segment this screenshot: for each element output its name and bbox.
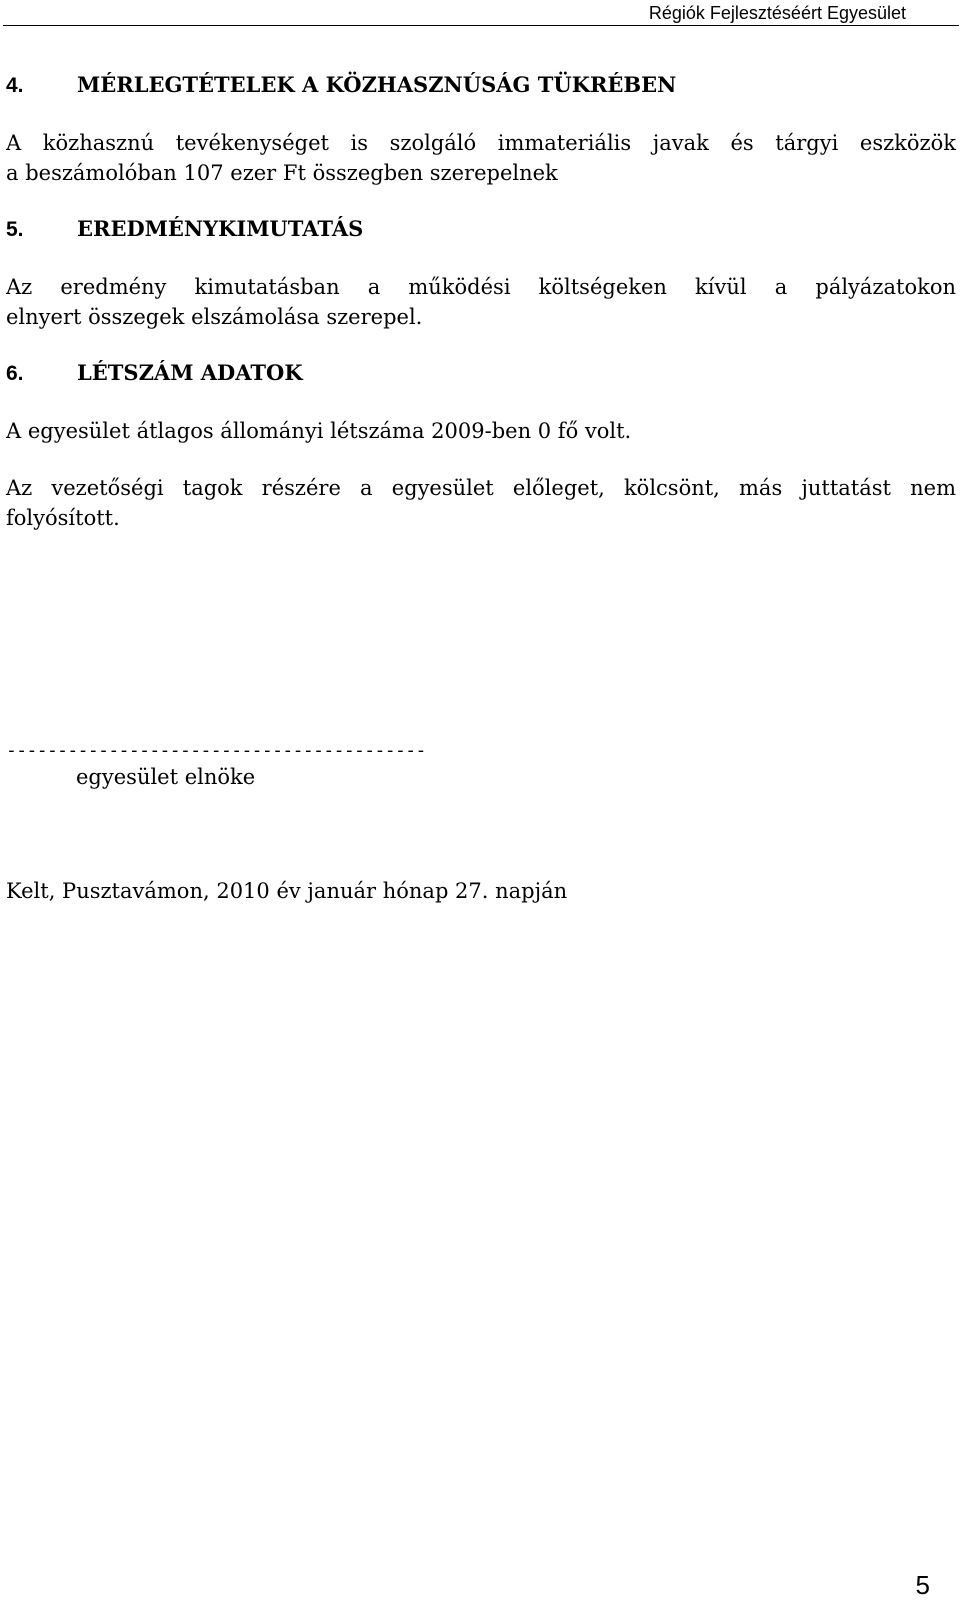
section-5-title: EREDMÉNYKIMUTATÁS [77,216,364,241]
section-4-heading [6,72,676,99]
section-5-heading [6,216,363,243]
signature-line: ----------------------------------------- [6,740,426,761]
section-4-title: MÉRLEGTÉTELEK A KÖZHASZNÚSÁG TÜKRÉBEN [77,72,677,97]
section-5-paragraph-line-2: elnyert összegek elszámolása szerepel. [6,305,423,329]
section-5-number: 5. [6,218,24,241]
section-6-number: 6. [6,362,24,385]
section-4-paragraph-line-1: A közhasznú tevékenységet is szolgáló immateriális javak és tárgyi eszközök [6,131,956,155]
header-organization: Régiók Fejlesztéséért Egyesület [648,3,906,23]
place-date: Kelt, Pusztavámon, 2010 év január hónap 27. napján [6,879,568,903]
section-4-paragraph [6,128,956,188]
signature-label: egyesület elnöke [76,765,256,789]
page-number: 5 [915,1570,930,1600]
section-5-paragraph [6,272,956,332]
section-5-paragraph-line-1: Az eredmény kimutatásban a működési költségeken kívül a pályázatokon [6,275,956,299]
section-4-number: 4. [6,74,24,97]
section-6-paragraph-2-line-2: folyósított. [6,506,120,530]
section-6-paragraph-2 [6,473,956,533]
section-4-paragraph-line-2: a beszámolóban 107 ezer Ft összegben szerepelnek [6,161,558,185]
section-6-paragraph-2-line-1: Az vezetőségi tagok részére a egyesület előleget, kölcsönt, más juttatást nem [6,476,956,500]
header-rule [3,25,959,26]
section-6-title: LÉTSZÁM ADATOK [77,360,303,385]
section-6-paragraph-1: A egyesület átlagos állományi létszáma 2009-ben 0 fő volt. [6,419,632,443]
section-6-heading [6,360,303,387]
